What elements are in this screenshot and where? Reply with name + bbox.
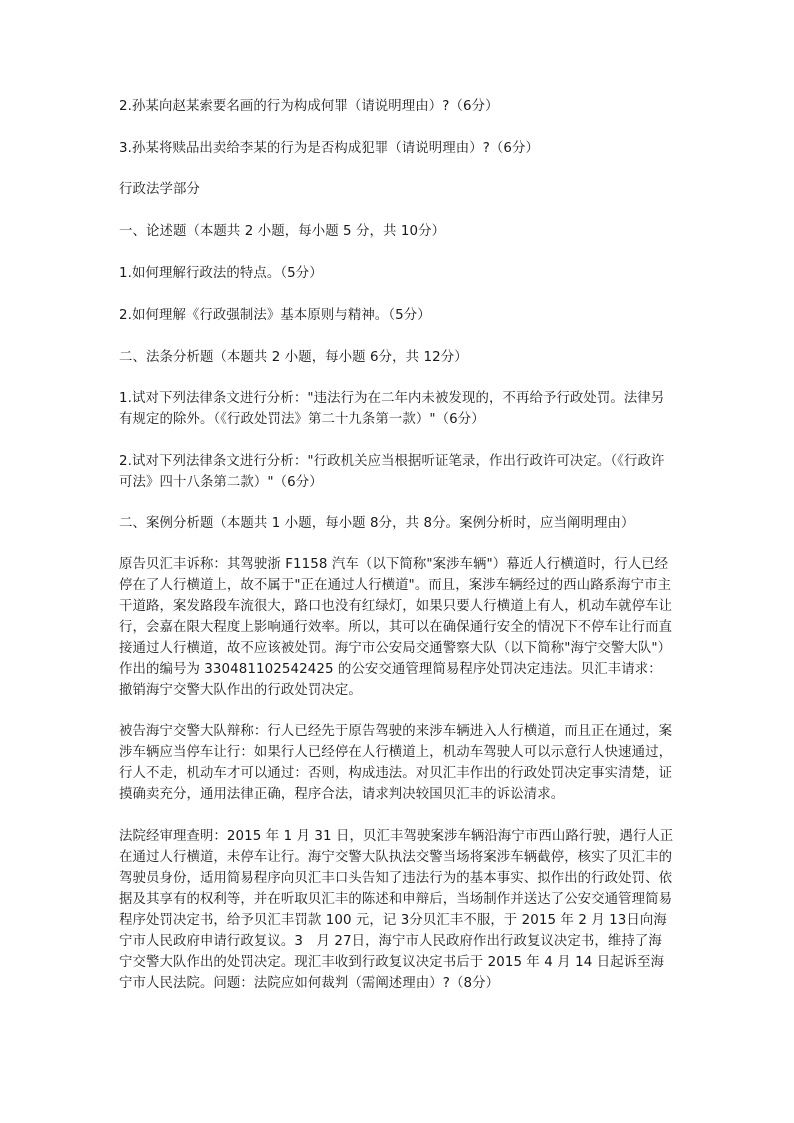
part1-question-1: 1.如何理解行政法的特点。（5分） bbox=[119, 266, 323, 281]
part2-question-2: 2.试对下列法律条文进行分析："行政机关应当根据听证笔录，作出行政许可决定。（《行政许可法》四十八条第二款）"（6分） bbox=[119, 454, 665, 490]
part1-title: 一、论述题（本题共 2 小题，每小题 5 分，共 10分） bbox=[119, 224, 446, 239]
criminal-question-2: 2.孙某向赵某索要名画的行为构成何罪（请说明理由）?（6分） bbox=[119, 99, 499, 114]
case-court-paragraph: 法院经审理查明：2015 年 1 月 31 日，贝汇丰驾驶案涉车辆沿海宁市西山路行驶，遇行人正在通过人行横道，未停车让行。海宁交警大队执法交警当场将案涉车辆截停，核实了贝汇丰的驾驶员身份，适用简易程序向贝汇丰口头告知了违法行为的基本事实、拟作出的行政处罚、依据及其享有的权利等，并在听取贝汇丰的陈述和申辩后，当场制作并送达了公安交通管理简易程序处罚决定书，给予贝汇丰罚款 100 元，记 3分贝汇丰不服，于 2015 年 2 月 13日向海宁市人民政府申请行政复议。3 月 27日，海宁市人民政府作出行政复议决定书，维持了海宁交警大队作出的处罚决定。现汇丰收到行政复议决定书后于 2015 年 4 月 14 日起诉至海宁市人民法院。问题：法院应如何裁判（需阐述理由）?（8分） bbox=[119, 829, 674, 991]
part3-title: 二、案例分析题（本题共 1 小题，每小题 8分，共 8分。案例分析时，应当阐明理由） bbox=[119, 516, 635, 531]
part2-title: 二、法条分析题（本题共 2 小题，每小题 6分，共 12分） bbox=[119, 350, 468, 365]
part2-question-1: 1.试对下列法律条文进行分析："违法行为在二年内未被发现的，不再给予行政处罚。法律另有规定的除外。（《行政处罚法》第二十九条第一款）"（6分） bbox=[119, 391, 665, 427]
case-defendant-paragraph: 被告海宁交警大队辩称：行人已经先于原告驾驶的来涉车辆进入人行横道，而且正在通过，案涉车辆应当停车让行：如果行人已经停在人行横道上，机动车驾驶人可以示意行人快速通过，行人不走，机动车才可以通过：否则，构成违法。对贝汇丰作出的行政处罚决定事实清楚，证摸确卖充分，通用法律正确，程序合法，请求判决较国贝汇丰的诉讼清求。 bbox=[119, 724, 673, 802]
part1-question-2: 2.如何理解《行政强制法》基本原则与精神。（5分） bbox=[119, 308, 431, 323]
case-plaintiff-paragraph: 原告贝汇丰诉称：其驾驶浙 F1158 汽车（以下简称"案涉车辆"）幕近人行横道时，行人已经停在了人行横道上，故不属于"正在通过人行横道"。而且，案涉车辆经过的西山路系海宁市主干道路，案发路段车流很大，路口也没有红绿灯，如果只要人行横道上有人，机动车就停车让行，会嘉在限大程度上影响通行效率。所以，其可以在确保通行安全的情况下不停车让行而直接通过人行横道，故不应该被处罚。海宁市公安局交通警察大队（以下简称"海宁交警大队"）作出的编号为 330481102542425 的公安交通管理简易程序处罚决定违法。贝汇丰请求：撤销海宁交警大队作出的行政处罚决定。 bbox=[119, 557, 673, 698]
section-title: 行政法学部分 bbox=[119, 182, 200, 197]
criminal-question-3: 3.孙某将赎品出卖给李某的行为是否构成犯罪（请说明理由）?（6分） bbox=[119, 141, 540, 156]
